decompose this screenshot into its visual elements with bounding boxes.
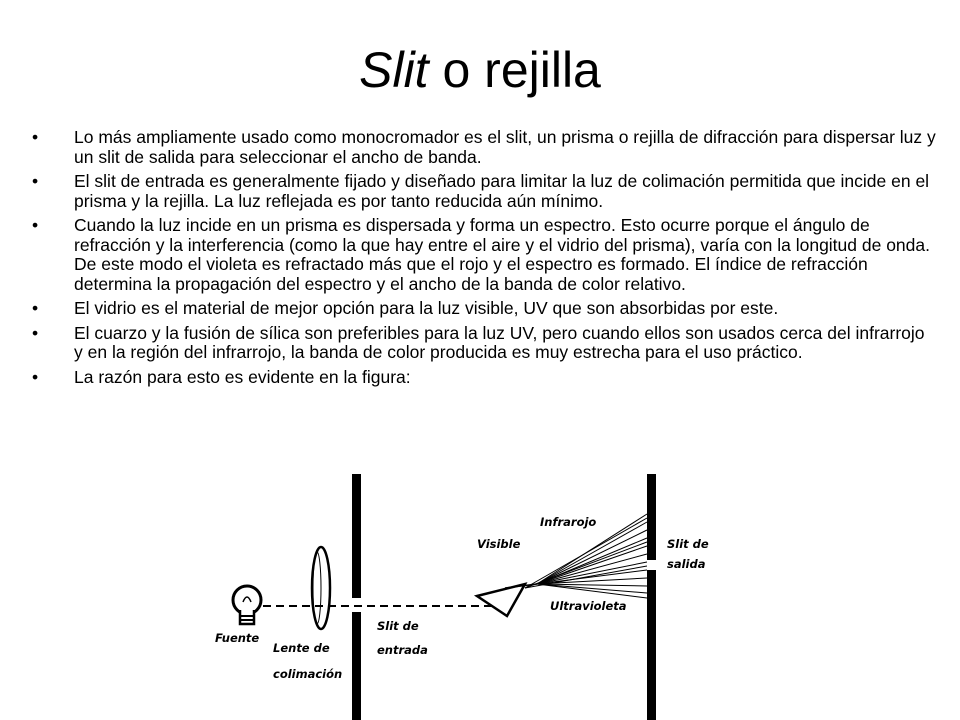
light-bulb-icon	[233, 586, 261, 624]
title-italic-word: Slit	[359, 42, 429, 98]
bullet-dot: •	[32, 215, 39, 235]
bullet-dot: •	[32, 298, 39, 318]
label-exit-slit-line2: salida	[667, 557, 706, 571]
bullet-item	[32, 128, 938, 167]
label-entry-slit-line1: Slit de	[377, 619, 419, 633]
bullet-dot: •	[32, 366, 39, 387]
bullet-item	[32, 368, 938, 388]
entrance-slit-upper	[352, 474, 361, 598]
bullet-item	[32, 324, 938, 363]
bullet-text: La razón para esto es evidente en la figura:	[74, 366, 411, 387]
label-visible: Visible	[477, 537, 521, 551]
monochromator-diagram	[207, 448, 735, 720]
label-ultraviolet: Ultravioleta	[550, 599, 627, 613]
bullet-dot: •	[32, 322, 39, 343]
bullet-text: El cuarzo y la fusión de sílica son preferibles para la luz UV, pero cuando ellos son usados cerca del infrarrojo y en la región del infrarrojo, la banda de color producida es muy estrecha para el uso práctico.	[74, 322, 925, 362]
bullet-item	[32, 172, 938, 211]
label-infrared: Infrarojo	[540, 515, 597, 529]
title-rest: o rejilla	[428, 42, 601, 98]
bullet-text: Cuando la luz incide en un prisma es dispersada y forma un espectro. Esto ocurre porque el ángulo de refracción y la interferencia (como la que hay entre el aire y el vidrio del prisma), varía con la longitud de onda. De este modo el violeta es refractado más que el rojo y el espectro es formado. El índice de refracción determina la propagación del espectro y el ancho de la banda de color relativo.	[74, 215, 930, 294]
bullet-item	[32, 299, 938, 319]
bullet-text: Lo más ampliamente usado como monocromador es el slit, un prisma o rejilla de difracción para dispersar luz y un slit de salida para seleccionar el ancho de banda.	[74, 127, 936, 167]
prism	[477, 584, 525, 616]
bullet-text: El slit de entrada es generalmente fijado y diseñado para limitar la luz de colimación permitida que incide en el prisma y la rejilla. La luz reflejada es por tanto reducida aún mínimo.	[74, 171, 930, 211]
bullet-text: El vidrio es el material de mejor opción para la luz visible, UV que son absorbidas por este.	[74, 298, 779, 318]
label-lens-line1: Lente de	[273, 641, 330, 655]
label-exit-slit-line1: Slit de	[667, 537, 709, 551]
label-source: Fuente	[215, 631, 260, 645]
label-lens-line2: colimación	[273, 667, 343, 681]
bullet-dot: •	[32, 171, 39, 191]
entrance-slit-lower	[352, 612, 361, 720]
exit-slit-opening	[647, 560, 656, 570]
bullet-item	[32, 216, 938, 294]
label-entry-slit-line2: entrada	[377, 643, 428, 657]
bullet-list	[32, 128, 938, 392]
slide-title	[0, 38, 960, 102]
exit-slit-wall	[647, 474, 656, 720]
bullet-dot: •	[32, 127, 39, 147]
